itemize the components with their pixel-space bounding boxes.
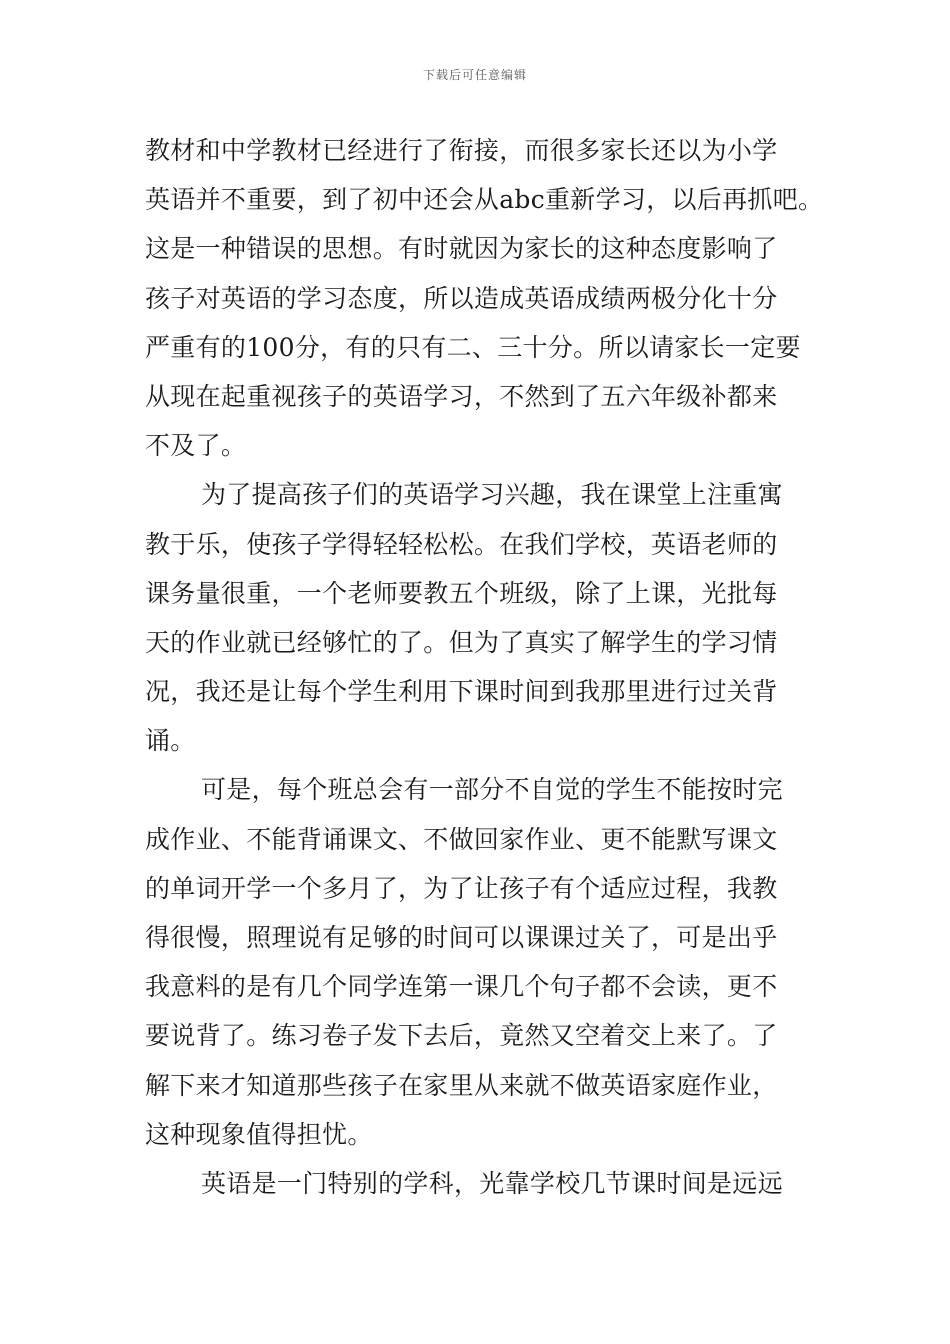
text-line: 得很慢，照理说有足够的时间可以课课过关了，可是出乎 — [145, 923, 778, 952]
text-line: 严重有的100分，有的只有二、三十分。所以请家长一定要 — [145, 332, 801, 362]
text-line: 从现在起重视孩子的英语学习，不然到了五六年级补都来 — [145, 381, 778, 411]
text-line: 孩子对英语的学习态度，所以造成英语成绩两极分化十分 — [145, 283, 778, 313]
text-line: 课务量很重，一个老师要教五个班级，除了上课，光批每 — [145, 578, 778, 608]
text-line: 成作业、不能背诵课文、不做回家作业、更不能默写课文 — [145, 824, 778, 854]
text-line: 况，我还是让每个学生利用下课时间到我那里进行过关背 — [145, 677, 778, 707]
document-body — [145, 126, 824, 1208]
text-line: 要说背了。练习卷子发下去后，竟然又空着交上来了。了 — [145, 1021, 778, 1051]
text-line: 教材和中学教材已经进行了衔接，而很多家长还以为小学 — [145, 136, 778, 165]
text-line: 英语并不重要，到了初中还会从abc重新学习，以后再抓吧。 — [145, 185, 824, 215]
text-line: 为了提高孩子们的英语学习兴趣，我在课堂上注重寓 — [201, 480, 783, 510]
text-line: 诵。 — [145, 726, 196, 756]
text-line: 可是，每个班总会有一部分不自觉的学生不能按时完 — [201, 775, 783, 805]
text-line: 我意料的是有几个同学连第一课几个句子都不会读，更不 — [145, 972, 778, 1002]
text-line: 天的作业就已经够忙的了。但为了真实了解学生的学习情 — [145, 627, 778, 657]
editable-download-note: 下载后可任意编辑 — [422, 68, 527, 82]
text-line: 的单词开学一个多月了，为了让孩子有个适应过程，我教 — [145, 873, 778, 903]
text-line: 不及了。 — [145, 431, 247, 461]
text-line: 教于乐，使孩子学得轻轻松松。在我们学校，英语老师的 — [145, 529, 778, 559]
text-line: 解下来才知道那些孩子在家里从来就不做英语家庭作业， — [145, 1070, 778, 1100]
text-line: 这是一种错误的思想。有时就因为家长的这种态度影响了 — [145, 234, 778, 264]
text-line: 英语是一门特别的学科，光靠学校几节课时间是远远 — [201, 1168, 783, 1198]
text-line: 这种现象值得担忧。 — [145, 1119, 373, 1149]
